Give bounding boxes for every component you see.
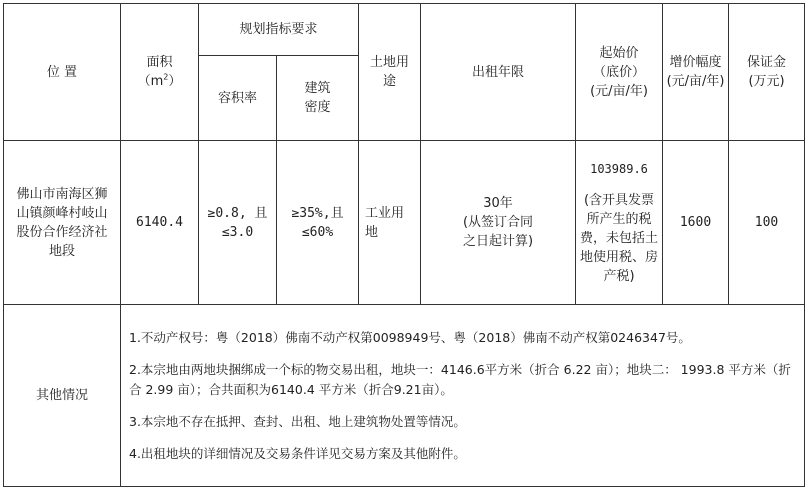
header-deposit: 保证金 (万元) xyxy=(729,4,805,141)
header-area-unit: $(m^2)$ xyxy=(137,72,182,89)
cell-lease-term: 30年 (从签订合同 之日起计算) xyxy=(421,141,576,305)
header-area-label: 面积 xyxy=(146,55,173,70)
header-land-use: 土地用 途 xyxy=(359,4,421,141)
cell-area: 6140.4 xyxy=(121,141,199,305)
cell-deposit: 100 xyxy=(729,141,805,305)
other-details xyxy=(121,305,805,487)
header-area xyxy=(121,4,199,141)
other-item-3: 3.本宗地不存在抵押、查封、出租、地上建筑物处置等情况。 xyxy=(129,413,466,429)
header-location: 位 置 xyxy=(4,4,121,141)
cell-far: ≥0.8, 且 ≤3.0 xyxy=(199,141,277,305)
other-item-2: 2.本宗地由两地块捆绑成一个标的物交易出租，地块一：4146.6平方米（折合 6.22 亩）；地块二： 1993.8 平方米（折合 2.99 亩）；合共面积为6140.4 平方米（折合9.21亩）。 xyxy=(129,361,791,397)
cell-increment: 1600 xyxy=(663,141,729,305)
cell-start-price: 103989.6 (含开具发票 所产生的税 费，未包括土 地使用税、房 产税) xyxy=(576,141,663,305)
header-far: 容积率 xyxy=(199,56,277,141)
cell-location: 佛山市南海区狮 山镇颜峰村岐山 股份合作经济社 地段 xyxy=(4,141,121,305)
header-lease-term: 出租年限 xyxy=(421,4,576,141)
header-start-price: 起始价 （底价） (元/亩/年) xyxy=(576,4,663,141)
cell-land-use: 工业用 地 xyxy=(359,141,421,305)
header-increment: 增价幅度 (元/亩/年) xyxy=(663,4,729,141)
other-label: 其他情况 xyxy=(4,305,121,487)
other-item-4: 4.出租地块的详细情况及交易条件详见交易方案及其他附件。 xyxy=(129,445,466,461)
header-density: 建筑 密度 xyxy=(277,56,359,141)
other-item-1: 1.不动产权号：粤（2018）佛南不动产权第0098949号、粤（2018）佛南不动产权第0246347号。 xyxy=(129,329,691,345)
header-planning: 规划指标要求 xyxy=(199,4,359,56)
cell-density: ≥35%,且 ≤60% xyxy=(277,141,359,305)
land-lease-table xyxy=(3,3,805,487)
